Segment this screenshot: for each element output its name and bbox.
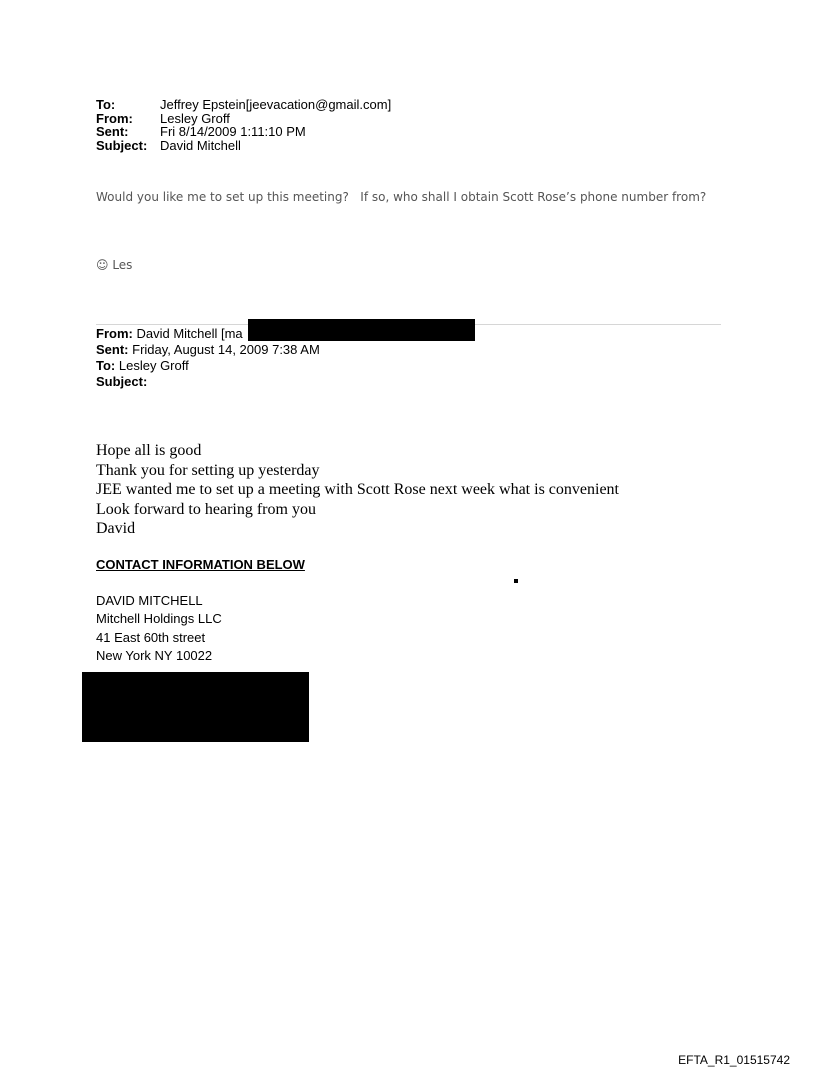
- forwarded-to-value: Lesley Groff: [118, 358, 189, 373]
- header-from-label: From:: [96, 110, 133, 126]
- forwarded-to-label: To:: [96, 358, 116, 373]
- email-header: [96, 98, 391, 152]
- header-to-row: [96, 98, 391, 112]
- header-subject-row: [96, 139, 391, 153]
- header-to-label: To:: [96, 97, 116, 112]
- header-sent-row: [96, 125, 391, 139]
- forwarded-subject-label: Subject:: [96, 374, 148, 389]
- stray-dot: [514, 579, 518, 583]
- forwarded-body-line: JEE wanted me to set up a meeting with Scott Rose next week what is convenient: [96, 481, 619, 499]
- header-sent-label: Sent:: [96, 124, 129, 140]
- forwarded-sent-row: [96, 342, 320, 358]
- forwarded-body: [96, 441, 619, 539]
- forwarded-body-line: Look forward to hearing from you: [96, 500, 316, 518]
- header-from-value: Lesley Groff: [160, 110, 230, 126]
- forwarded-sent-value: Friday, August 14, 2009 7:38 AM: [132, 342, 320, 357]
- forwarded-body-line: David: [96, 520, 136, 538]
- contact-line: DAVID MITCHELL: [96, 593, 203, 608]
- forwarded-from-value: David Mitchell [ma: [136, 326, 243, 341]
- contact-block: [96, 592, 222, 666]
- header-sent-value: Fri 8/14/2009 1:11:10 PM: [160, 124, 306, 140]
- contact-line: New York NY 10022: [96, 648, 213, 664]
- redaction-contact: [82, 672, 309, 742]
- contact-line: 41 East 60th street: [96, 629, 206, 645]
- redaction-email: [248, 319, 475, 341]
- message-signoff: ☺ Les: [96, 258, 133, 272]
- forwarded-subject-row: [96, 374, 320, 390]
- forwarded-body-line: Hope all is good: [96, 442, 202, 459]
- contact-title: CONTACT INFORMATION BELOW: [96, 557, 305, 572]
- header-from-row: [96, 112, 391, 126]
- document-id: EFTA_R1_01515742: [678, 1053, 790, 1067]
- header-subject-value: David Mitchell: [160, 137, 241, 153]
- header-to-value: Jeffrey Epstein[jeevacation@gmail.com]: [160, 97, 392, 112]
- forwarded-from-label: From:: [96, 326, 133, 341]
- message-line: Would you like me to set up this meeting? If so, who shall I obtain Scott Rose’s phone number from?: [96, 190, 707, 204]
- contact-line: Mitchell Holdings LLC: [96, 611, 222, 627]
- forwarded-sent-label: Sent:: [96, 342, 129, 357]
- forwarded-to-row: [96, 358, 320, 374]
- header-subject-label: Subject:: [96, 137, 148, 153]
- forwarded-body-line: Thank you for setting up yesterday: [96, 461, 320, 479]
